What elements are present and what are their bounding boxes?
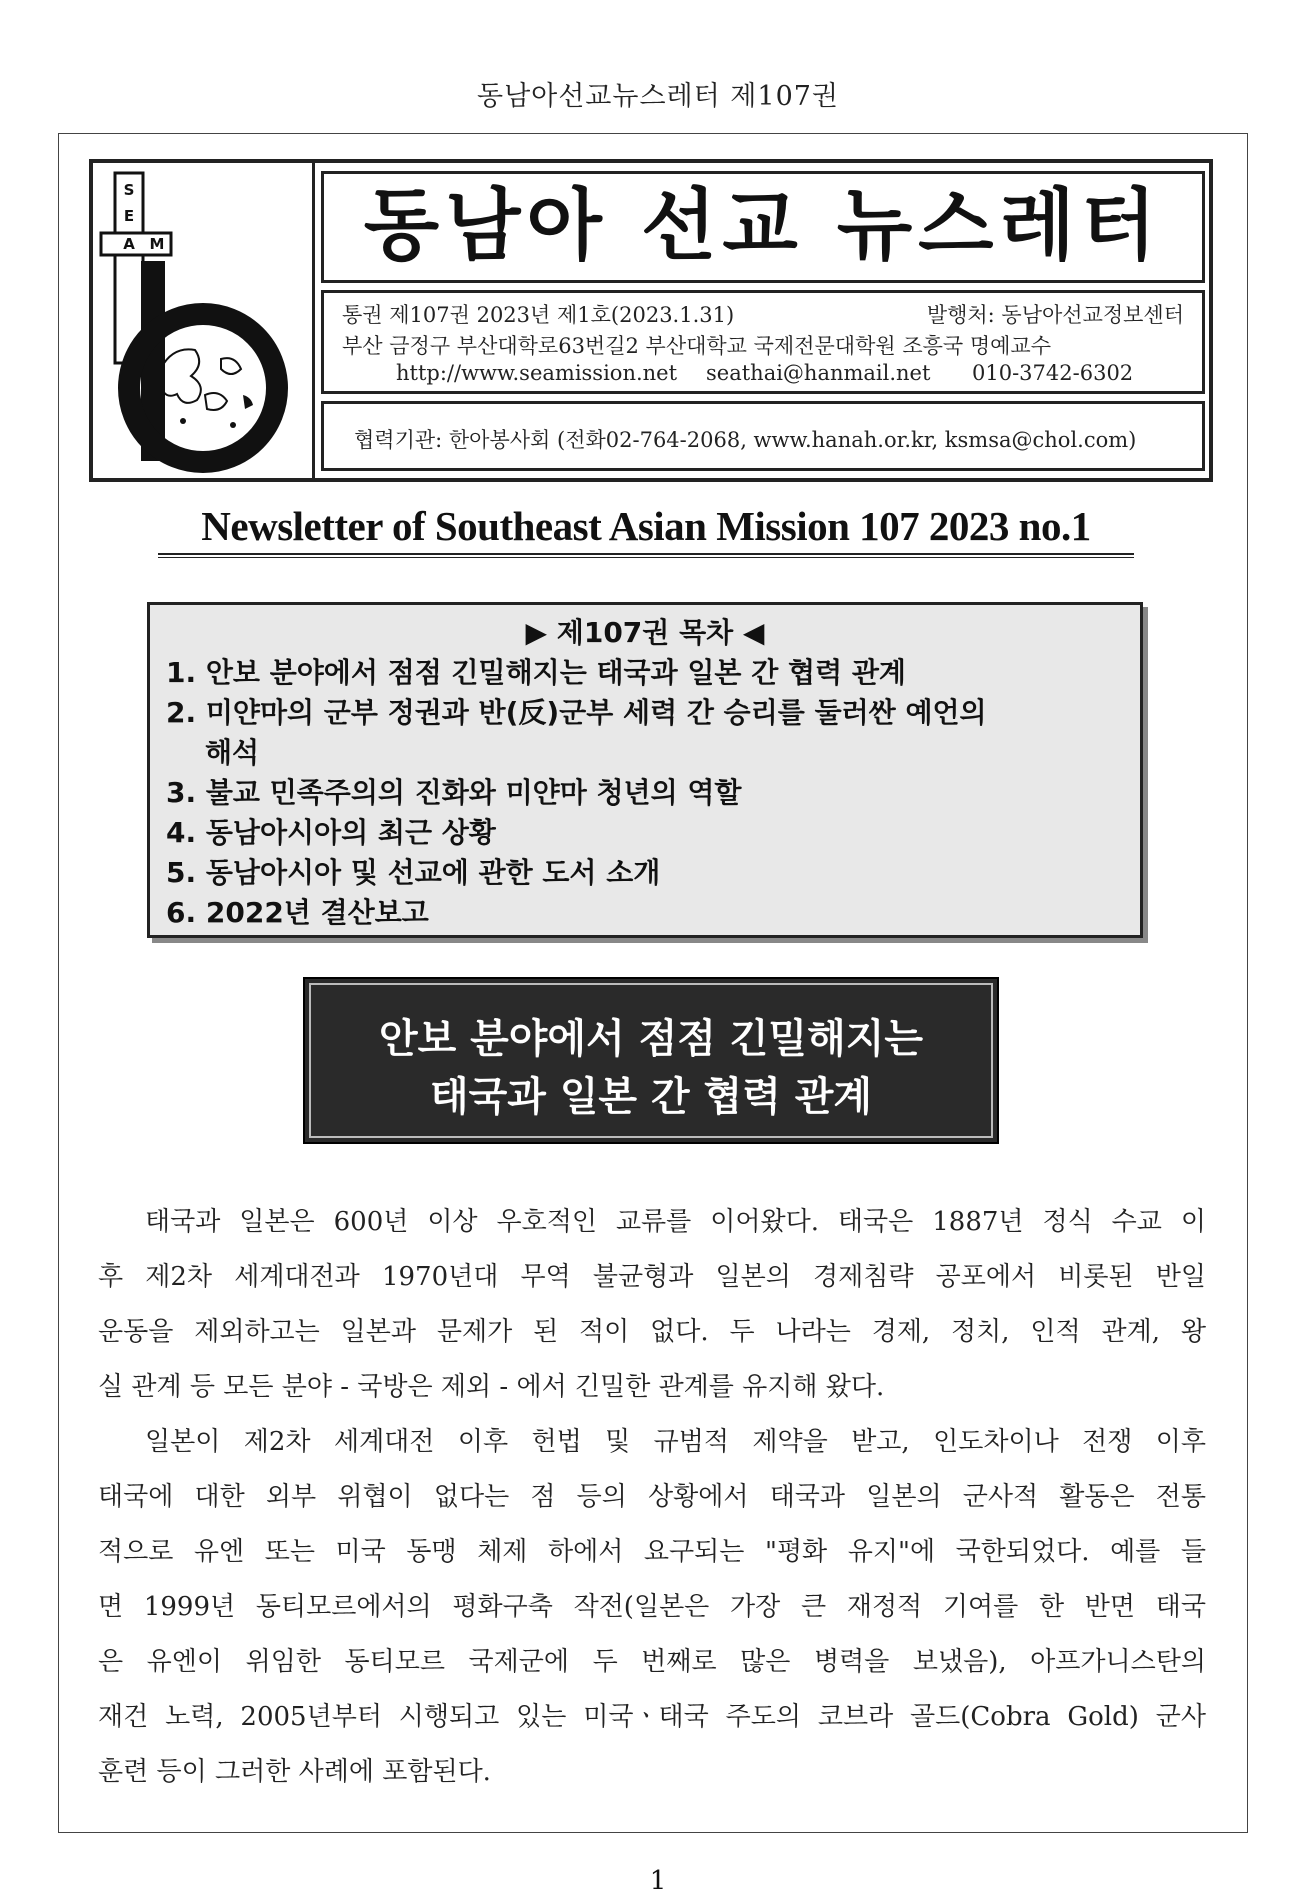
body-line: 은 유엔이 위임한 동티모르 국제군에 두 번째로 많은 병력을 보냈음), 아프가니스탄의 [98,1647,1206,1677]
email-link[interactable]: seathai@hanmail.net [706,361,931,385]
partner-info [321,401,1205,471]
logo-letter-a: A [123,235,135,253]
body-line: 훈련 등이 그러한 사례에 포함된다. [98,1757,491,1787]
masthead [89,159,1213,482]
body-line: 적으로 유엔 또는 미국 동맹 체제 하에서 요구되는 "평화 유지"에 국한되었다. 예를 들 [98,1537,1206,1567]
logo-letter-s: S [123,181,135,199]
page-number: 1 [649,1866,667,1896]
english-title-underline-2 [158,557,1134,558]
running-header: 동남아선교뉴스레터 제107권 [476,81,840,112]
newsletter-title: 동남아 선교 뉴스레터 [363,181,1163,271]
sea-mission-logo-icon [93,163,311,478]
toc-item: 2. 미얀마의 군부 정권과 반(反)군부 세력 간 승리를 둘러싼 예언의 [166,696,987,729]
phone-number: 010-3742-6302 [972,361,1134,385]
newsletter-title-box [321,171,1205,283]
partner-text: 협력기관: 한아봉사회 (전화02-764-2068, www.hanah.or.kr, ksmsa@chol.com) [354,428,1137,452]
toc-item: 1. 안보 분야에서 점점 긴밀해지는 태국과 일본 간 협력 관계 [166,656,906,689]
logo [93,163,315,478]
body-line: 실 관계 등 모든 분야 - 국방은 제외 - 에서 긴밀한 관계를 유지해 왔다. [98,1372,885,1402]
body-line: 후 제2차 세계대전과 1970년대 무역 불균형과 일본의 경제침략 공포에서 비롯된 반일 [98,1262,1206,1292]
table-of-contents [147,602,1143,938]
toc-heading: ▶ 제107권 목차 ◀ [525,616,765,649]
toc-item: 4. 동남아시아의 최근 상황 [166,816,496,849]
article-title-line2: 태국과 일본 간 협력 관계 [429,1074,873,1120]
article-title-banner [303,977,999,1144]
body-line: 일본이 제2차 세계대전 이후 헌법 및 규범적 제약을 받고, 인도차이나 전쟁 이후 [145,1427,1206,1457]
toc-item: 5. 동남아시아 및 선교에 관한 도서 소개 [166,856,661,889]
logo-letter-e: E [123,207,135,225]
publisher-info: 발행처: 동남아선교정보센터 [926,303,1184,327]
body-line: 태국과 일본은 600년 이상 우호적인 교류를 이어왔다. 태국은 1887년 정식 수교 이 [145,1207,1206,1237]
toc-item: 해석 [166,736,260,769]
body-line: 태국에 대한 외부 위협이 없다는 점 등의 상황에서 태국과 일본의 군사적 활동은 전통 [98,1482,1206,1512]
body-line: 운동을 제외하고는 일본과 문제가 된 적이 없다. 두 나라는 경제, 정치, 인적 관계, 왕 [98,1317,1206,1347]
body-line: 면 1999년 동티모르에서의 평화구축 작전(일본은 가장 큰 재정적 기여를 한 반면 태국 [98,1592,1206,1622]
english-title-underline [158,553,1134,555]
address-info: 부산 금정구 부산대학로63번길2 부산대학교 국제전문대학원 조흥국 명예교수 [342,334,1051,358]
website-link[interactable]: http://www.seamission.net [396,361,678,385]
article-title-line1: 안보 분야에서 점점 긴밀해지는 [378,1016,924,1062]
toc-item: 3. 불교 민족주의의 진화와 미얀마 청년의 역할 [166,776,742,809]
publication-info [321,290,1205,394]
body-line: 재건 노력, 2005년부터 시행되고 있는 미국ㆍ태국 주도의 코브라 골드(Cobra Gold) 군사 [98,1702,1206,1732]
toc-item: 6. 2022년 결산보고 [166,896,429,929]
english-title: Newsletter of Southeast Asian Mission 107 2023 no.1 [201,503,1091,549]
logo-letter-m: M [149,235,165,253]
issue-info: 통권 제107권 2023년 제1호(2023.1.31) [342,303,735,327]
